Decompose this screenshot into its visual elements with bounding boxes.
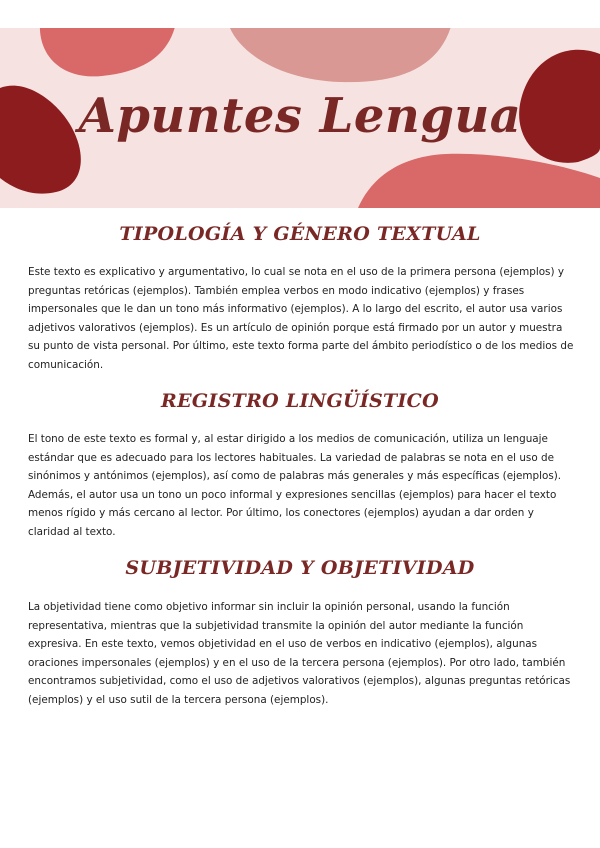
blob-top-left [40, 28, 176, 76]
section-heading-subjetividad: SUBJETIVIDAD Y OBJETIVIDAD [125, 557, 475, 579]
section-text-registro: El tono de este texto es formal y, al estar dirigido a los medios de comunicación, utiliza un lenguaje estándar que es adecuado para los lectores habituales. La variedad de palabras se nota en el uso de sinónimos y antónimos (ejemplos), así como de palabras más generales y más específicas (ejemplos). Además, el autor usa un tono un poco informal y expresiones sencillas (ejemplos) para hacer el texto menos rígido y más cercano al lector. Por último, los conectores (ejemplos) ayudan a dar orden y claridad al texto. [28, 433, 562, 538]
header-banner [0, 28, 600, 208]
section-text-tipologia: Este texto es explicativo y argumentativo, lo cual se nota en el uso de la primera persona (ejemplos) y preguntas retóricas (ejemplos). También emplea verbos en modo indicativo (ejemplos) y frases impersonales que le dan un tono más informativo (ejemplos). A lo largo del escrito, el autor usa varios adjetivos valorativos (ejemplos). Es un artículo de opinión porque está firmado por un autor y muestra su punto de vista personal. Por último, este texto forma parte del ámbito periodístico o de los medios de comunicación. [28, 266, 574, 371]
section-text-subjetividad: La objetividad tiene como objetivo informar sin incluir la opinión personal, usando la función representativa, mientras que la subjetividad transmite la opinión del autor mediante la función expresiva. En este texto, vemos objetividad en el uso de verbos en indicativo (ejemplos), algunas oraciones impersonales (ejemplos) y en el uso de la tercera persona (ejemplos). Por otro lado, también encontramos subjetividad, como el uso de adjetivos valorativos (ejemplos), algunas preguntas retóricas (ejemplos) y el uso sutil de la tercera persona (ejemplos). [28, 601, 571, 706]
section-heading-registro: REGISTRO LINGÜÍSTICO [161, 390, 439, 412]
section-heading-tipologia: TIPOLOGÍA Y GÉNERO TEXTUAL [119, 223, 481, 245]
page-title: Apuntes Lengua [78, 88, 522, 144]
blob-top-center [228, 28, 452, 82]
